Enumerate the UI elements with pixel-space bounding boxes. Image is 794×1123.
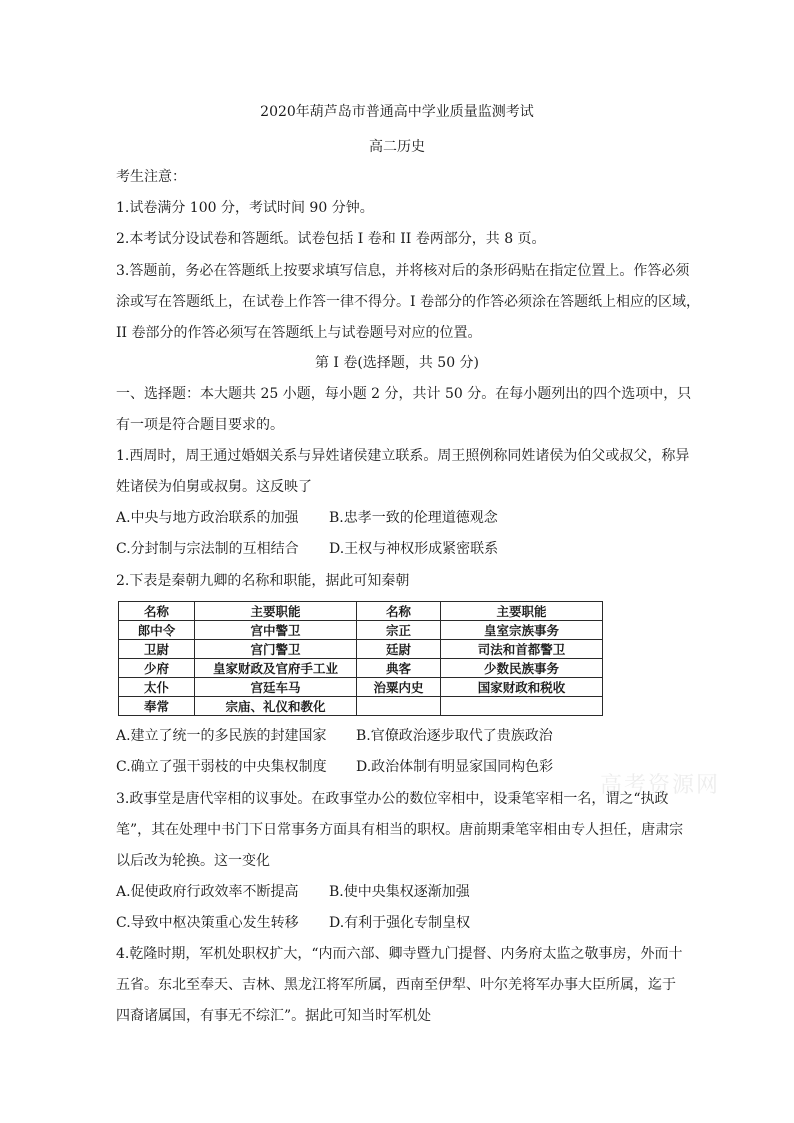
notice-item-1: 1.试卷满分 100 分，考试时间 90 分钟。 (116, 200, 374, 216)
table-cell: 太仆 (119, 678, 195, 697)
table-cell: 卫尉 (119, 640, 195, 659)
q3-stem-line-2: 笔”，其在处理中书门下日常事务方面具有相当的职权。唐前期秉笔宰相由专人担任，唐肃宗 (116, 822, 684, 838)
section-title: 第 I 卷(选择题，共 50 分) (314, 355, 480, 371)
table-header-row (119, 602, 603, 621)
q2-option-c: C.确立了强干弱枝的中央集权制度 (116, 759, 327, 775)
watermark: 高考资源网 (600, 773, 721, 798)
q1-option-a: A.中央与地方政治联系的加强 (116, 510, 299, 526)
q1-option-c: C.分封制与宗法制的互相结合 (116, 541, 299, 557)
q1-option-d: D.王权与神权形成紧密联系 (329, 541, 499, 557)
table-cell: 宫廷车马 (194, 678, 356, 697)
q2-option-b: B.官僚政治逐步取代了贵族政治 (356, 728, 553, 744)
table-row (119, 621, 603, 640)
table-row (119, 640, 603, 659)
table-cell: 郎中令 (119, 621, 195, 640)
q4-stem-line-1: 4.乾隆时期，军机处职权扩大，“内而六部、卿寺暨九门提督、内务府太监之敬事房，外而十 (116, 946, 683, 962)
q3-option-a: A.促使政府行政效率不断提高 (116, 884, 299, 900)
notice-item-3-line-3: II 卷部分的作答必须写在答题纸上与试卷题号对应的位置。 (116, 325, 482, 341)
q3-option-c: C.导致中枢决策重心发生转移 (116, 915, 299, 931)
table-cell: 治粟内史 (356, 678, 440, 697)
table-cell: 典客 (356, 659, 440, 678)
notice-item-3-line-2: 涂或写在答题纸上，在试卷上作答一律不得分。I 卷部分的作答必须涂在答题纸上相应的区域， (116, 294, 700, 310)
subject-title: 高二历史 (369, 139, 425, 155)
exam-title: 2020年葫芦岛市普通高中学业质量监测考试 (260, 104, 534, 120)
table-cell: 皇室宗族事务 (441, 621, 603, 640)
q2-option-d: D.政治体制有明显家国同构色彩 (356, 759, 554, 775)
table-cell (441, 697, 603, 716)
table-cell: 宗庙、礼仪和教化 (194, 697, 356, 716)
table-cell: 宫中警卫 (194, 621, 356, 640)
table-header-cell: 名称 (356, 602, 440, 621)
table-cell: 国家财政和税收 (441, 678, 603, 697)
section-intro-line-2: 有一项是符合题目要求的。 (116, 417, 284, 433)
q3-stem-line-1: 3.政事堂是唐代宰相的议事处。在政事堂办公的数位宰相中，设秉笔宰相一名，谓之“执政 (116, 791, 669, 807)
table-header-cell: 主要职能 (194, 602, 356, 621)
table-cell: 皇家财政及官府手工业 (194, 659, 356, 678)
table-header-cell: 主要职能 (441, 602, 603, 621)
q4-stem-line-2: 五省。东北至奉天、吉林、黑龙江将军所属，西南至伊犁、叶尔羌将军办事大臣所属，迄于 (116, 977, 676, 993)
table-cell: 廷尉 (356, 640, 440, 659)
q1-stem-line-1: 1.西周时，周王通过婚姻关系与异姓诸侯建立联系。周王照例称同姓诸侯为伯父或叔父，称异 (116, 448, 690, 464)
table-row (119, 678, 603, 697)
table-row (119, 697, 603, 716)
q2-stem: 2.下表是秦朝九卿的名称和职能，据此可知秦朝 (116, 573, 410, 589)
notice-heading: 考生注意： (116, 169, 186, 185)
table-row (119, 659, 603, 678)
table-cell: 少府 (119, 659, 195, 678)
section-intro-line-1: 一、选择题：本大题共 25 小题，每小题 2 分，共计 50 分。在每小题列出的四个选项中，只 (116, 386, 692, 402)
table-header-cell: 名称 (119, 602, 195, 621)
q1-stem-line-2: 姓诸侯为伯舅或叔舅。这反映了 (116, 479, 312, 495)
nine-ministers-table (118, 601, 603, 716)
q2-option-a: A.建立了统一的多民族的封建国家 (116, 728, 327, 744)
q3-stem-line-3: 以后改为轮换。这一变化 (116, 853, 270, 869)
q3-option-b: B.使中央集权逐渐加强 (329, 884, 470, 900)
notice-item-3-line-1: 3.答题前，务必在答题纸上按要求填写信息，并将核对后的条形码贴在指定位置上。作答必须 (116, 263, 690, 279)
table-cell: 司法和首都警卫 (441, 640, 603, 659)
table-cell: 少数民族事务 (441, 659, 603, 678)
table-cell (356, 697, 440, 716)
q1-option-b: B.忠孝一致的伦理道德观念 (329, 510, 498, 526)
q4-stem-line-3: 四裔诸属国，有事无不综汇”。据此可知当时军机处 (116, 1008, 432, 1024)
table-cell: 宗正 (356, 621, 440, 640)
table-cell: 宫门警卫 (194, 640, 356, 659)
q3-option-d: D.有利于强化专制皇权 (329, 915, 471, 931)
table-cell: 奉常 (119, 697, 195, 716)
notice-item-2: 2.本考试分设试卷和答题纸。试卷包括 I 卷和 II 卷两部分，共 8 页。 (116, 231, 546, 247)
